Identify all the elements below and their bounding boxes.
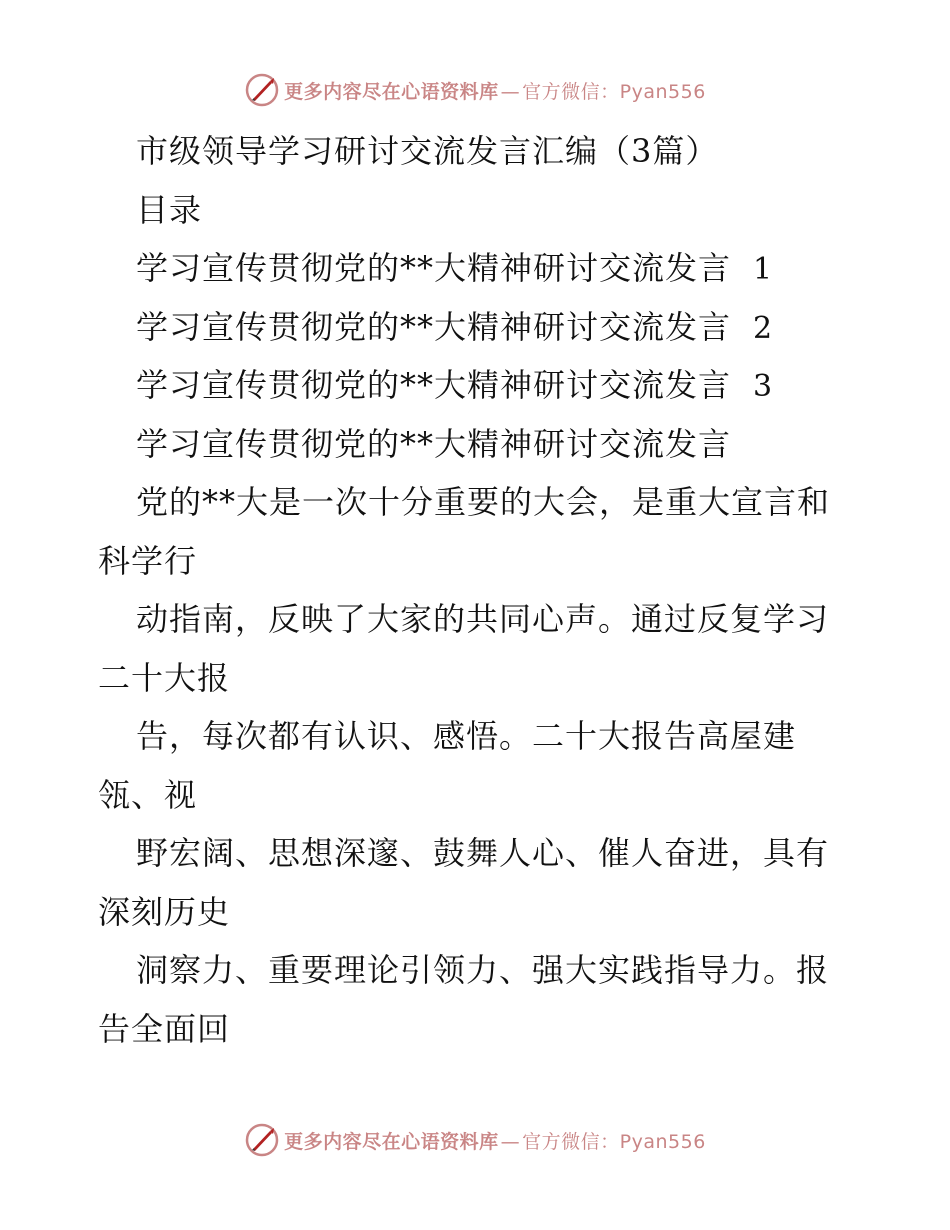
watermark-separator: — bbox=[500, 80, 521, 103]
body-line: 洞察力、重要理论引领力、强大实践指导力。报 bbox=[136, 951, 830, 989]
toc-entry-label: 学习宣传贯彻党的**大精神研讨交流发言 bbox=[136, 366, 732, 404]
body-line: 野宏阔、思想深邃、鼓舞人心、催人奋进，具有 bbox=[136, 834, 830, 872]
body-line: 党的**大是一次十分重要的大会，是重大宣言和 bbox=[136, 483, 831, 521]
watermark-suffix: 官方微信：Pyan556 bbox=[522, 80, 706, 103]
watermark-main: 更多内容尽在心语资料库 bbox=[284, 1130, 499, 1153]
toc-entry[interactable] bbox=[98, 298, 858, 357]
toc-entry[interactable] bbox=[98, 356, 858, 415]
watermark-separator: — bbox=[500, 1130, 521, 1153]
body-line: 动指南，反映了大家的共同心声。通过反复学习 bbox=[136, 600, 830, 638]
body-line: 二十大报 bbox=[98, 658, 231, 697]
body-line: 瓴、视 bbox=[98, 775, 198, 814]
watermark-text bbox=[284, 77, 706, 104]
document-title: 市级领导学习研讨交流发言汇编（3篇） bbox=[136, 132, 719, 170]
toc-entry[interactable] bbox=[98, 239, 858, 298]
document-body bbox=[98, 122, 858, 1058]
body-line: 深刻历史 bbox=[98, 892, 231, 931]
body-line: 告全面回 bbox=[98, 1009, 231, 1048]
toc-entry-label: 学习宣传贯彻党的**大精神研讨交流发言 bbox=[136, 249, 732, 287]
toc-entry-page: 1 bbox=[753, 252, 774, 287]
watermark-text bbox=[284, 1127, 706, 1154]
body-line: 告，每次都有认识、感悟。二十大报告高屋建 bbox=[136, 717, 797, 755]
section-heading: 学习宣传贯彻党的**大精神研讨交流发言 bbox=[136, 424, 732, 463]
footer-watermark bbox=[0, 1120, 950, 1160]
quill-logo-icon bbox=[244, 72, 280, 108]
toc-entry-page: 2 bbox=[753, 310, 774, 346]
quill-logo-icon bbox=[244, 1122, 280, 1158]
toc-entry-page: 3 bbox=[753, 369, 774, 404]
toc-heading: 目录 bbox=[136, 190, 203, 229]
watermark-suffix: 官方微信：Pyan556 bbox=[522, 1130, 706, 1153]
watermark-main: 更多内容尽在心语资料库 bbox=[284, 80, 499, 103]
body-line: 科学行 bbox=[98, 541, 198, 580]
header-watermark bbox=[0, 70, 950, 110]
toc-entry-label: 学习宣传贯彻党的**大精神研讨交流发言 bbox=[136, 307, 732, 346]
